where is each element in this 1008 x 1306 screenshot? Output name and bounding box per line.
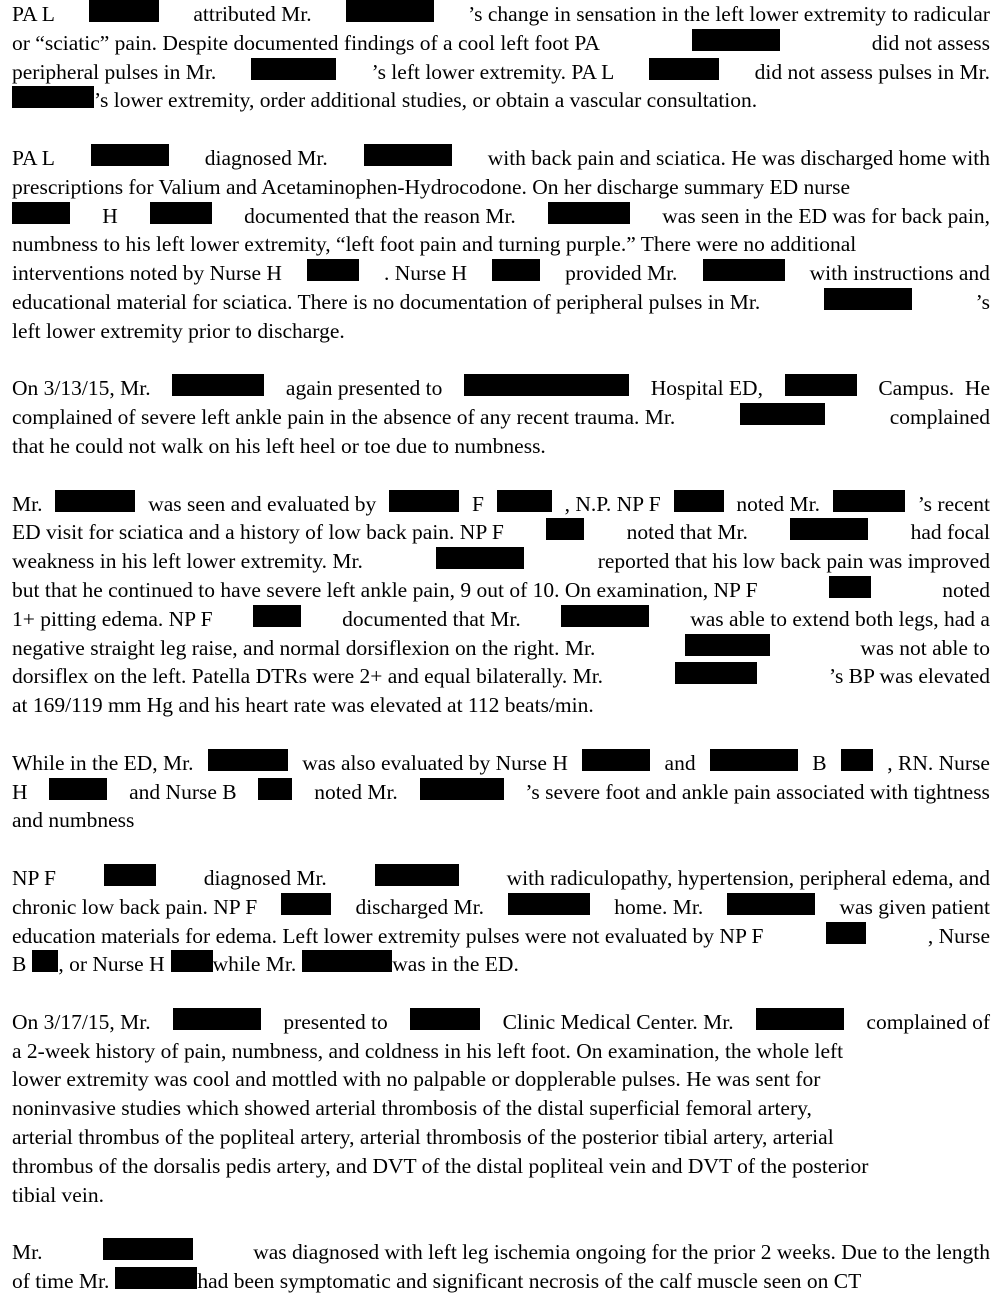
redaction-bar [756,1008,844,1030]
text-segment: noted that Mr. [626,520,748,545]
redaction-bar [302,950,392,972]
text-line [12,778,990,807]
paragraph-gap [12,461,990,490]
text-line [12,288,990,317]
text-segment: reported that his low back pain was improved [597,549,990,574]
redaction-bar [826,922,866,944]
text-line [12,1037,990,1066]
redaction-bar [492,259,540,281]
redaction-bar [89,0,159,22]
text-segment: diagnosed Mr. [204,145,328,170]
paragraph-gap [12,346,990,375]
redaction-bar [12,202,70,224]
text-segment: provided Mr. [565,261,678,286]
text-segment: with radiculopathy, hypertension, peripheral edema, and [506,865,990,890]
paragraph [12,374,990,460]
text-line [12,0,990,29]
redaction-bar [115,1267,197,1289]
text-segment: complained of severe left ankle pain in the absence of any recent trauma. Mr. [12,405,676,430]
text-segment: Clinic Medical Center. Mr. [502,1009,734,1034]
text-line [12,202,990,231]
text-line [12,58,990,87]
text-line [12,893,990,922]
text-segment: complained [889,405,990,430]
text-line [12,1152,990,1181]
redaction-bar [208,749,288,771]
redaction-bar [740,403,825,425]
text-segment: noted [942,577,990,602]
redaction-bar [692,29,780,51]
redaction-bar [251,58,336,80]
text-segment: Mr. [12,491,43,516]
text-segment: presented to [283,1009,388,1034]
text-line [12,922,990,951]
text-segment: , RN. Nurse [887,750,990,775]
redaction-bar [508,893,590,915]
text-segment: a 2-week history of pain, numbness, and coldness in his left foot. On examination, the whole left [12,1038,844,1063]
text-segment: education materials for edema. Left lower extremity pulses were not evaluated by NP F [12,923,764,948]
text-segment: had been symptomatic and significant necrosis of the calf muscle seen on CT [197,1269,862,1294]
text-segment: was seen and evaluated by [148,491,377,516]
text-segment: F [471,491,484,516]
text-segment: with instructions and [809,261,990,286]
text-segment: prescriptions for Valium and Acetaminophen-Hydrocodone. On her discharge summary ED nurse [12,174,851,199]
text-segment: Mr. [12,1240,43,1265]
text-segment: had focal [910,520,990,545]
text-segment: ’s BP was elevated [828,664,990,689]
text-segment: left lower extremity prior to discharge. [12,318,345,343]
text-segment: ED visit for sciatica and a history of low back pain. NP F [12,520,504,545]
text-segment: dorsiflex on the left. Patella DTRs were 2+ and equal bilaterally. Mr. [12,664,604,689]
paragraph-gap [12,835,990,864]
text-segment: 1+ pitting edema. NP F [12,606,213,631]
redaction-bar [410,1008,480,1030]
redaction-bar [173,1008,261,1030]
text-segment: thrombus of the dorsalis pedis artery, and DVT of the distal popliteal vein and DVT of the posterior [12,1153,869,1178]
text-segment: numbness to his left lower extremity, “left foot pain and turning purple.” There were no additional [12,232,857,257]
text-segment: weakness in his left lower extremity. Mr. [12,549,363,574]
text-segment: . Nurse H [384,261,468,286]
text-segment: H [12,779,28,804]
redaction-bar [710,749,798,771]
text-segment: Campus. He [878,376,990,401]
redaction-bar [32,950,58,972]
text-line [12,864,990,893]
text-line [12,1008,990,1037]
redaction-bar [389,490,459,512]
redaction-bar [841,749,873,771]
text-segment: while Mr. [212,952,297,977]
redaction-bar [649,58,719,80]
text-segment: chronic low back pain. NP F [12,894,258,919]
text-segment: B [12,952,27,977]
text-segment: B [812,750,827,775]
text-segment: was diagnosed with left leg ischemia ongoing for the prior 2 weeks. Due to the length [253,1240,990,1265]
text-segment: documented that Mr. [342,606,521,631]
text-segment: discharged Mr. [355,894,485,919]
text-line [12,950,990,979]
text-segment: was not able to [860,635,990,660]
redaction-bar [171,950,213,972]
text-segment: H [102,203,118,228]
text-segment: ’s severe foot and ankle pain associated with tightness [525,779,990,804]
text-segment: was seen in the ED was for back pain, [662,203,990,228]
text-line [12,374,990,403]
text-segment: ’s [975,289,990,314]
redaction-bar [150,202,212,224]
redaction-bar [49,778,107,800]
text-segment: PA L [12,2,55,26]
redaction-bar [103,1238,193,1260]
redaction-bar [464,374,629,396]
redaction-bar [548,202,630,224]
text-line [12,547,990,576]
text-segment: noninvasive studies which showed arterial thrombosis of the distal superficial femoral artery, [12,1096,812,1121]
text-segment: was in the ED. [392,952,519,977]
text-line [12,230,990,259]
paragraph [12,0,990,115]
redaction-bar [703,259,785,281]
redaction-bar [790,518,868,540]
text-line [12,29,990,58]
text-segment: PA L [12,145,55,170]
text-line [12,1181,990,1210]
text-line [12,144,990,173]
text-segment: at 169/119 mm Hg and his heart rate was elevated at 112 beats/min. [12,693,594,718]
text-line [12,259,990,288]
text-line [12,662,990,691]
redaction-bar [436,547,524,569]
redaction-bar [104,864,156,886]
redaction-bar [253,605,301,627]
text-line [12,490,990,519]
paragraph [12,1238,990,1296]
text-segment: attributed Mr. [193,2,312,26]
text-segment: educational material for sciatica. There is no documentation of peripheral pulses in Mr. [12,289,761,314]
text-line [12,432,990,461]
redaction-bar [785,374,857,396]
text-segment: , N.P. NP F [564,491,661,516]
text-segment: lower extremity was cool and mottled with no palpable or dopplerable pulses. He was sent for [12,1067,821,1092]
redaction-bar [829,576,871,598]
paragraph [12,749,990,835]
text-segment: did not assess pulses in Mr. [754,59,990,84]
text-segment: ’s left lower extremity. PA L [371,59,615,84]
redaction-bar [55,490,135,512]
redaction-bar [824,288,912,310]
text-line [12,1238,990,1267]
redaction-bar [497,490,552,512]
text-segment: ’s lower extremity, order additional studies, or obtain a vascular consultation. [94,88,758,113]
redaction-bar [546,518,584,540]
text-line [12,1267,990,1296]
paragraph-gap [12,720,990,749]
text-segment: was also evaluated by Nurse H [302,750,568,775]
text-line [12,86,990,115]
text-line [12,403,990,432]
text-segment: ’s change in sensation in the left lower extremity to radicular [468,2,990,26]
text-segment: diagnosed Mr. [203,865,327,890]
redaction-bar [833,490,905,512]
text-line [12,749,990,778]
text-segment: On 3/17/15, Mr. [12,1009,151,1034]
paragraph-gap [12,979,990,1008]
text-segment: and numbness [12,808,135,833]
redaction-bar [91,144,169,166]
text-segment: , Nurse [927,923,990,948]
text-segment: that he could not walk on his left heel or toe due to numbness. [12,433,546,458]
text-line [12,1094,990,1123]
text-line [12,605,990,634]
text-segment: noted Mr. [314,779,398,804]
text-segment: Hospital ED, [650,376,763,401]
text-segment: arterial thrombus of the popliteal artery, arterial thrombosis of the posterior tibial artery, arterial [12,1125,834,1150]
paragraph [12,490,990,720]
redaction-bar [307,259,359,281]
paragraph [12,864,990,979]
text-segment: of time Mr. [12,1269,110,1294]
text-segment: complained of [866,1009,990,1034]
text-segment: was given patient [839,894,990,919]
text-segment: noted Mr. [736,491,820,516]
text-segment: While in the ED, Mr. [12,750,194,775]
text-line [12,173,990,202]
redaction-bar [346,0,434,22]
text-segment: and Nurse B [129,779,237,804]
paragraph [12,1008,990,1210]
redaction-bar [12,86,94,108]
text-segment: interventions noted by Nurse H [12,261,282,286]
redaction-bar [675,662,757,684]
text-segment: negative straight leg raise, and normal dorsiflexion on the right. Mr. [12,635,596,660]
redaction-bar [172,374,264,396]
text-line [12,806,990,835]
text-segment: tibial vein. [12,1182,104,1207]
text-segment: documented that the reason Mr. [244,203,516,228]
paragraph-gap [12,1209,990,1238]
text-line [12,634,990,663]
text-segment: , or Nurse H [58,952,165,977]
redaction-bar [685,634,770,656]
text-segment: ’s recent [917,491,990,516]
redaction-bar [561,605,649,627]
text-segment: or “sciatic” pain. Despite documented findings of a cool left foot PA [12,30,600,55]
redaction-bar [420,778,504,800]
text-line [12,518,990,547]
redaction-bar [727,893,815,915]
text-line [12,317,990,346]
text-line [12,691,990,720]
text-segment: again presented to [285,376,443,401]
text-line [12,576,990,605]
redaction-bar [258,778,292,800]
text-segment: and [664,750,696,775]
text-segment: home. Mr. [614,894,704,919]
text-segment: peripheral pulses in Mr. [12,59,217,84]
document-page [12,0,990,1296]
paragraph [12,144,990,346]
text-segment: did not assess [871,30,990,55]
paragraph-gap [12,115,990,144]
text-segment: with back pain and sciatica. He was discharged home with [487,145,990,170]
redaction-bar [281,893,331,915]
text-segment: was able to extend both legs, had a [690,606,990,631]
redaction-bar [582,749,650,771]
text-segment: but that he continued to have severe left ankle pain, 9 out of 10. On examination, NP F [12,577,758,602]
text-line [12,1065,990,1094]
redaction-bar [375,864,459,886]
text-segment: NP F [12,865,57,890]
text-line [12,1123,990,1152]
redaction-bar [674,490,724,512]
text-segment: On 3/13/15, Mr. [12,376,151,401]
redaction-bar [364,144,452,166]
